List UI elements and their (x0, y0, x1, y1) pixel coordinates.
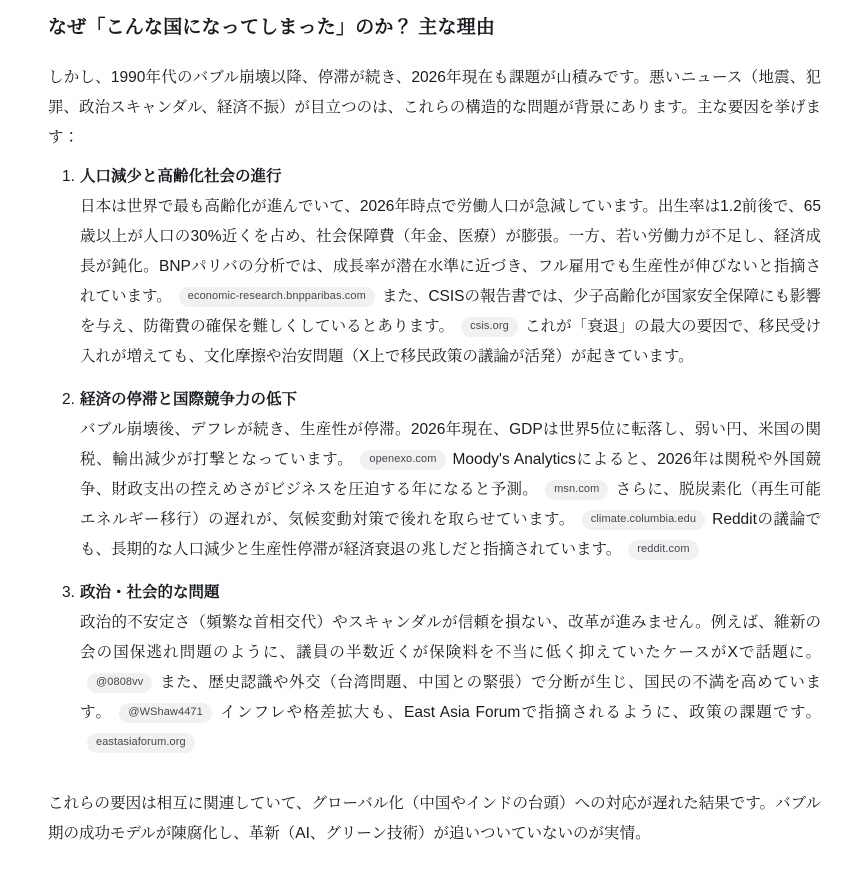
list-item-population-aging (62, 162, 821, 372)
citation-pill-columbia-climate[interactable]: climate.columbia.edu (582, 510, 705, 530)
body-text: さらに、脱炭素化（再生可能エネルギー移行）の遅れが、気候変動対策で後れを取らせています。 (80, 481, 821, 528)
list-item-content (80, 385, 821, 565)
citation-pill-csis[interactable]: csis.org (461, 317, 518, 337)
citation-pill-openexo[interactable]: openexo.com (360, 450, 445, 470)
body-text: また、歴史認識や外交（台湾問題、中国との緊張）で分断が生じ、国民の不満を高めています。 (80, 674, 821, 721)
body-text: 日本は世界で最も高齢化が進んでいて、2026年時点で労働人口が急減しています。出生率は1.2前後で、65歳以上が人口の30%近くを占め、社会保障費（年金、医療）が膨張。一方、若い労働力が不足し、経済成長が鈍化。BNPパリバの分析では、成長率が潜在水準に近づき、フル雇用でも生産性が伸びないと指摘されています。 (80, 198, 821, 305)
list-item-title: 政治・社会的な問題 (80, 584, 220, 601)
list-item-political-social (62, 578, 821, 758)
list-item-title: 経済の停滞と国際競争力の低下 (80, 391, 298, 408)
intro-paragraph: しかし、1990年代のバブル崩壊以降、停滞が続き、2026年現在も課題が山積みです。悪いニュース（地震、犯罪、政治スキャンダル、経済不振）が目立つのは、これらの構造的な問題が背景にあります。主な要因を挙げます： (48, 69, 821, 146)
citation-pill-reddit[interactable]: reddit.com (628, 540, 698, 560)
list-item-body (80, 192, 821, 372)
list-item-body (80, 415, 821, 565)
citation-pill-bnpparibas[interactable]: economic-research.bnpparibas.com (179, 287, 375, 307)
list-item-content (80, 162, 821, 372)
citation-pill-x-wshaw4471[interactable]: @WShaw4471 (119, 703, 212, 723)
body-text: これが「衰退」の最大の要因で、移民受け入れが増えても、文化摩擦や治安問題（X上で移民政策の議論が活発）が起きています。 (80, 318, 821, 365)
closing-paragraph: これらの要因は相互に関連していて、グローバル化（中国やインドの台頭）への対応が遅れた結果です。バブル期の成功モデルが陳腐化し、革新（AI、グリーン技術）が追いついていないのが実情。 (48, 795, 821, 842)
body-text: Redditの議論でも、長期的な人口減少と生産性停滞が経済衰退の兆しだと指摘されています。 (80, 511, 821, 558)
list-marker: 1. (62, 168, 75, 185)
citation-pill-eastasiaforum[interactable]: eastasiaforum.org (87, 733, 195, 753)
body-text: バブル崩壊後、デフレが続き、生産性が停滞。2026年現在、GDPは世界5位に転落し、弱い円、米国の関税、輸出減少が打撃となっています。 (80, 421, 821, 468)
page-title: なぜ「こんな国になってしまった」のか？ 主な理由 (48, 17, 496, 38)
list-marker: 3. (62, 584, 75, 601)
list-item-economic-stagnation (62, 385, 821, 565)
body-text: Moody's Analyticsによると、2026年は関税や外国競争、財政支出の控えめさがビジネスを圧迫する年になると予測。 (80, 451, 821, 498)
citation-pill-msn[interactable]: msn.com (545, 480, 608, 500)
reasons-list (48, 162, 821, 758)
citation-pill-x-0808vv[interactable]: @0808vv (87, 673, 152, 693)
list-item-body (80, 608, 821, 758)
body-text: また、CSISの報告書では、少子高齢化が国家安全保障にも影響を与え、防衛費の確保を難しくしているとあります。 (80, 288, 822, 335)
list-marker: 2. (62, 391, 75, 408)
list-item-title: 人口減少と高齢化社会の進行 (80, 168, 282, 185)
body-text: 政治的不安定さ（頻繁な首相交代）やスキャンダルが信頼を損ない、改革が進みません。例えば、維新の会の国保逃れ問題のように、議員の半数近くが保険料を不当に低く抑えていたケースがXで話題に。 (80, 614, 821, 661)
body-text: インフレや格差拡大も、East Asia Forumで指摘されるように、政策の課題です。 (218, 704, 821, 721)
list-item-content (80, 578, 821, 758)
